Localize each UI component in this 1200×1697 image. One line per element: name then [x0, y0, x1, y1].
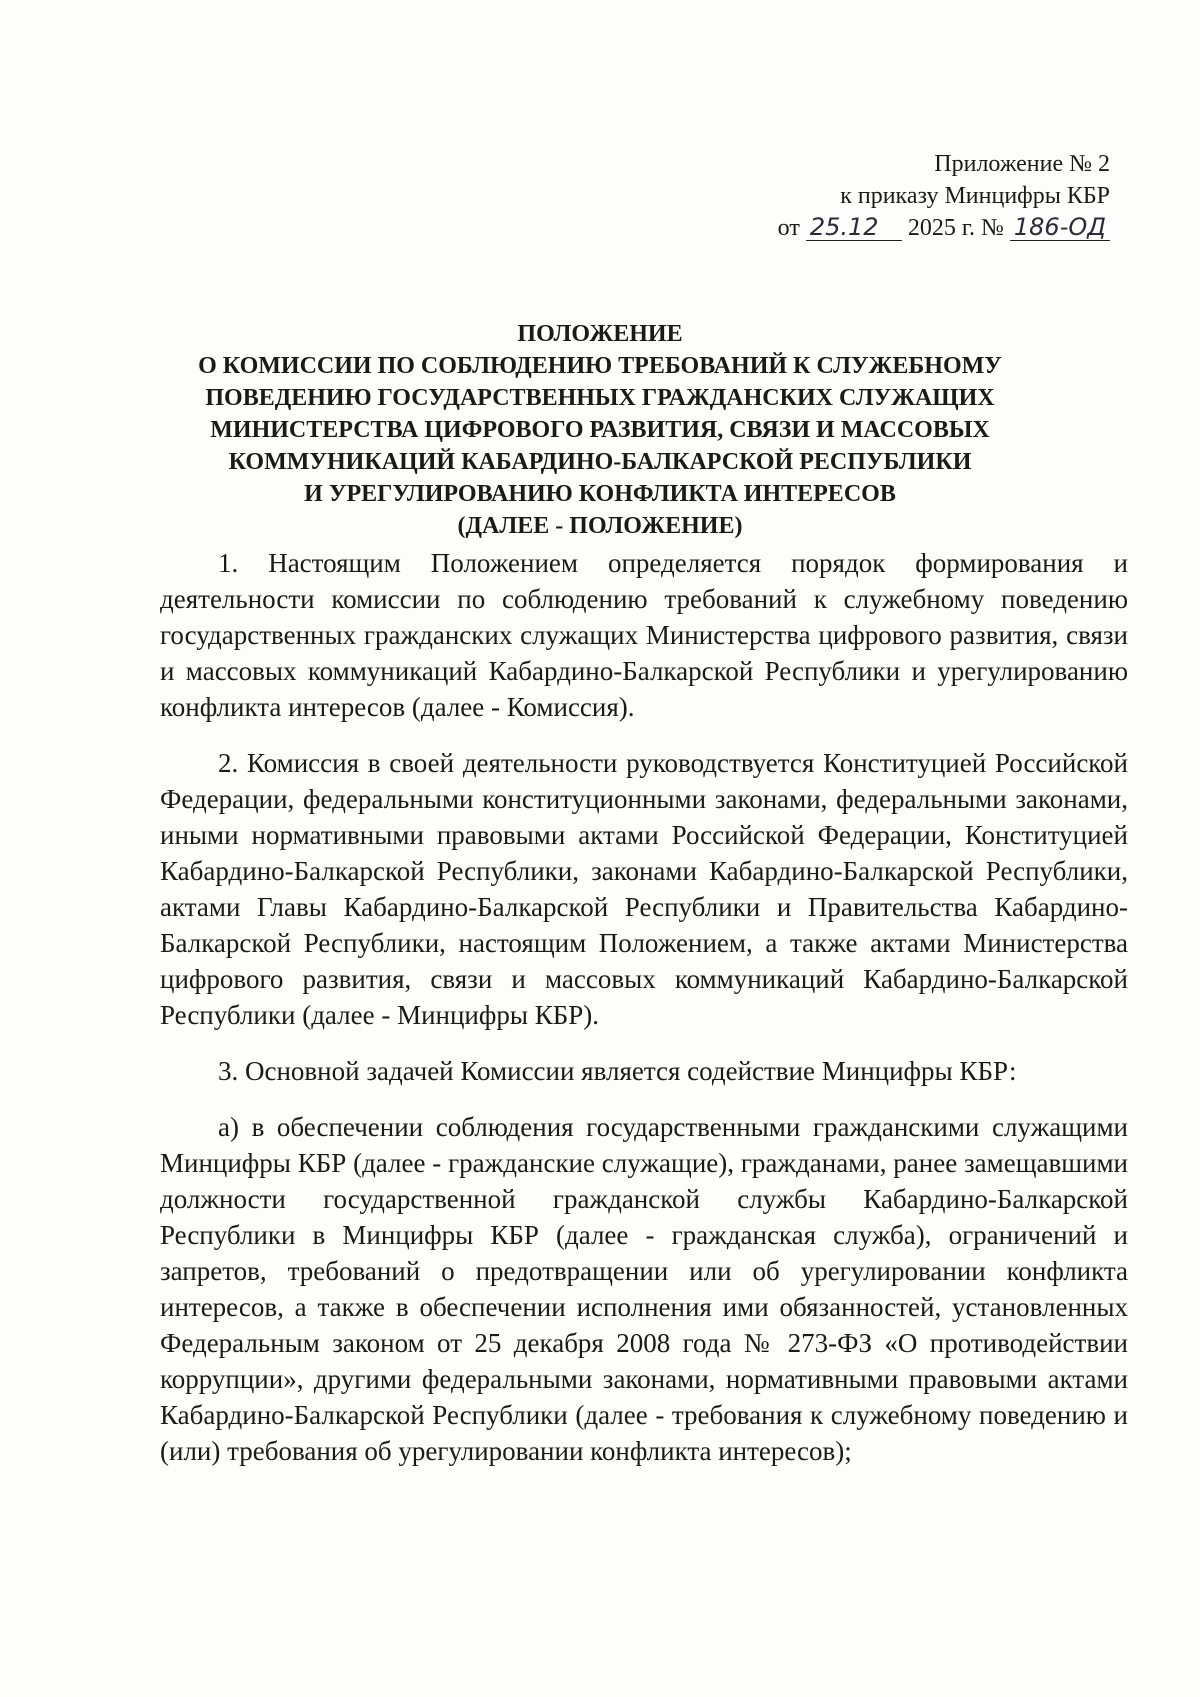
- title-line: ПОВЕДЕНИЮ ГОСУДАРСТВЕННЫХ ГРАЖДАНСКИХ СЛУЖАЩИХ: [205, 385, 995, 411]
- document-title: [150, 318, 1050, 542]
- appendix-header: [778, 148, 1110, 244]
- appendix-number: Приложение № 2: [934, 151, 1110, 177]
- order-year: 2025 г. №: [907, 215, 1004, 241]
- title-line: КОММУНИКАЦИЙ КАБАРДИНО-БАЛКАРСКОЙ РЕСПУБЛИКИ: [228, 449, 972, 475]
- paragraph-2: 2. Комиссия в своей деятельности руководствуется Конституцией Российской Федерации, федеральными конституционными законами, федеральными законами, иными нормативными правовыми актами Российской Федерации, Конституцией Кабардино-Балкарской Республики, законами Кабардино-Балкарской Республики, актами Главы Кабардино-Балкарской Республики и Правительства Кабардино-Балкарской Республики, настоящим Положением, а также актами Министерства цифрового развития, связи и массовых коммуникаций Кабардино-Балкарской Республики (далее - Минцифры КБР).: [160, 748, 1128, 1030]
- handwritten-date: 25.12: [806, 214, 902, 241]
- paragraph-1: 1. Настоящим Положением определяется порядок формирования и деятельности комиссии по соблюдению требований к служебному поведению государственных гражданских служащих Министерства цифрового развития, связи и массовых коммуникаций Кабардино-Балкарской Республики и урегулированию конфликта интересов (далее - Комиссия).: [160, 548, 1128, 722]
- document-body: [160, 545, 1128, 1489]
- title-line: ПОЛОЖЕНИЕ: [517, 321, 683, 347]
- handwritten-order-number: 186-ОД: [1010, 214, 1110, 241]
- order-date-line: [778, 212, 1110, 244]
- title-line: МИНИСТЕРСТВА ЦИФРОВОГО РАЗВИТИЯ, СВЯЗИ И МАССОВЫХ: [210, 417, 990, 443]
- paragraph-3: 3. Основной задачей Комиссии является содействие Минцифры КБР:: [218, 1056, 1017, 1086]
- title-line: О КОМИССИИ ПО СОБЛЮДЕНИЮ ТРЕБОВАНИЙ К СЛУЖЕБНОМУ: [198, 353, 1002, 379]
- paragraph-3a: а) в обеспечении соблюдения государственными гражданскими служащими Минцифры КБР (далее - гражданские служащие), гражданами, ранее замещавшими должности государственной гражданской службы Кабардино-Балкарской Республики в Минцифры КБР (далее - гражданская служба), ограничений и запретов, требований о предотвращении или об урегулировании конфликта интересов, а также в обеспечении исполнения ими обязанностей, установленных Федеральным законом от 25 декабря 2008 года № 273-ФЗ «О противодействии коррупции», другими федеральными законами, нормативными правовыми актами Кабардино-Балкарской Республики (далее - требования к служебному поведению и (или) требования об урегулировании конфликта интересов);: [160, 1112, 1128, 1466]
- title-line: И УРЕГУЛИРОВАНИЮ КОНФЛИКТА ИНТЕРЕСОВ: [304, 481, 896, 507]
- order-reference: к приказу Минцифры КБР: [840, 183, 1110, 209]
- title-line: (ДАЛЕЕ - ПОЛОЖЕНИЕ): [457, 513, 743, 539]
- date-prefix: от: [777, 215, 800, 241]
